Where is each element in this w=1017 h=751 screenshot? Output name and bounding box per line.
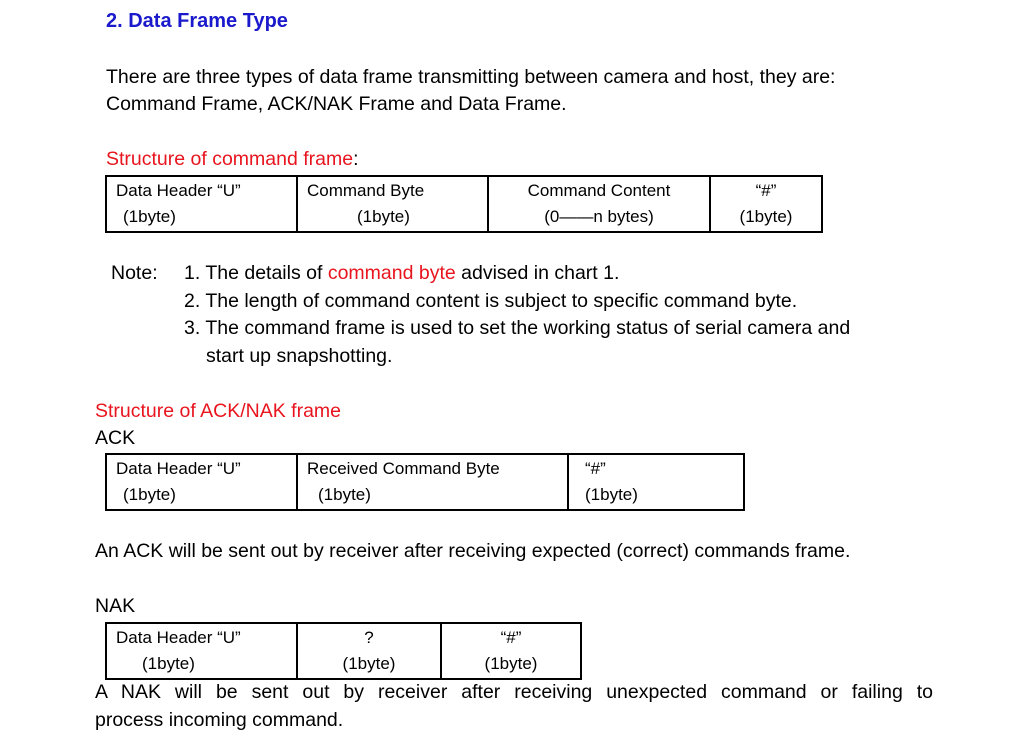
cell-size: (1byte) [739,207,793,226]
command-frame-title-text: Structure of command frame [106,148,354,170]
note-item-1-post: advised in chart 1. [455,262,620,284]
note-item-1 [184,260,619,287]
cell-label: Received Command Byte [307,459,500,478]
command-cell-content [488,176,710,232]
cell-size: (1byte) [142,654,195,673]
cell-size: (1byte) [123,485,176,504]
intro-line-2: Command Frame, ACK/NAK Frame and Data Frame. [106,93,567,115]
nak-cell-header [106,623,297,679]
table-row [106,176,822,232]
cell-label: “#” [585,459,606,478]
cell-label: Data Header “U” [116,628,241,647]
cell-label: Data Header “U” [116,181,241,200]
cell-size: (1byte) [484,654,538,673]
section-heading: 2. Data Frame Type [106,10,288,32]
note-item-1-highlight: command byte [327,262,456,284]
cell-label: Data Header “U” [116,459,241,478]
table-row [106,454,744,510]
cell-size: (1byte) [318,485,371,504]
command-cell-terminator [710,176,822,232]
command-cell-header [106,176,297,232]
note-item-3-line-2: start up snapshotting. [206,345,393,367]
ack-frame-table [105,453,745,511]
command-cell-command-byte [297,176,488,232]
note-item-3-line-1: 3. The command frame is used to set the working status of serial camera and [184,317,851,339]
ack-cell-received-byte [297,454,568,510]
table-row [106,623,581,679]
note-item-1-pre: 1. The details of [184,262,328,284]
ack-cell-terminator [568,454,744,510]
nak-frame-table [105,622,582,680]
cell-label: “#” [755,181,777,200]
nak-cell-unknown [297,623,441,679]
ack-cell-header [106,454,297,510]
command-frame-title-colon: : [353,148,359,170]
note-label: Note: [111,262,158,284]
cell-size: (1byte) [123,207,176,226]
note-item-2: 2. The length of command content is subject to specific command byte. [184,290,798,312]
ack-nak-title: Structure of ACK/NAK frame [95,400,342,422]
cell-label: ? [364,628,374,647]
cell-size: (1byte) [342,654,396,673]
command-frame-title [106,148,359,171]
nak-description-line-1: A NAK will be sent out by receiver after receiving unexpected command or failing to [95,681,933,703]
cell-label: Command Byte [307,181,425,200]
ack-description: An ACK will be sent out by receiver after receiving expected (correct) commands frame. [95,540,851,562]
command-frame-table [105,175,823,233]
cell-label: “#” [500,628,522,647]
cell-size: (0——n bytes) [544,207,654,226]
nak-cell-terminator [441,623,581,679]
ack-label: ACK [95,427,136,449]
cell-size: (1byte) [357,207,410,226]
nak-description-line-2: process incoming command. [95,709,344,731]
cell-size: (1byte) [585,485,638,504]
cell-label: Command Content [527,181,671,200]
nak-label: NAK [95,595,136,617]
intro-line-1: There are three types of data frame transmitting between camera and host, they are: [106,66,836,88]
